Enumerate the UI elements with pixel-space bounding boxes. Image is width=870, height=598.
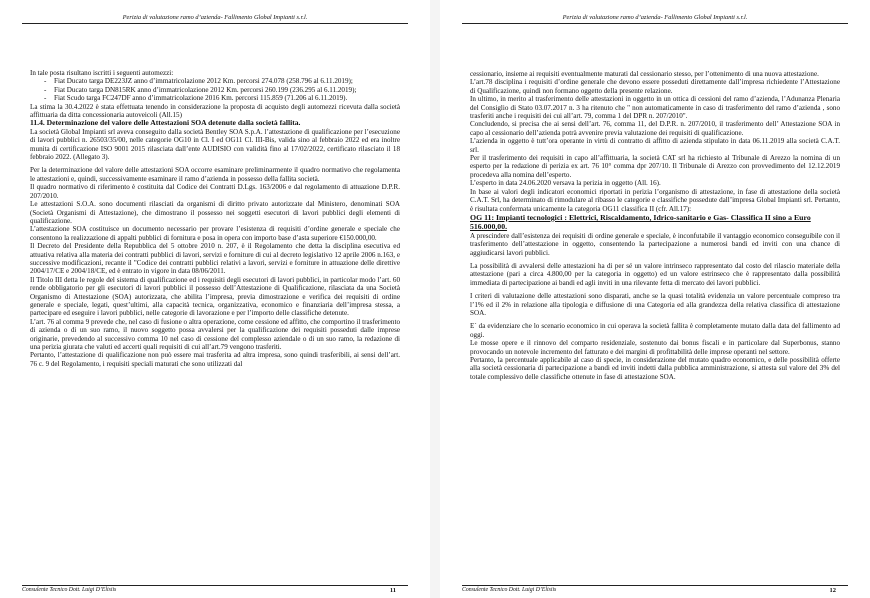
paragraph: Per il trasferimento dei requisiti in capo all’affittuaria, la società CAT srl ha richiesto al Tribunale di Arezzo la nomina di un esperto per la redazione di perizia ex art. 76 10° comma dpr 207/10. Il Tribunale di Arezzo con provvedimento del 12.12.2019 procedeva alla nomina dell’esperto. [470, 154, 840, 179]
paragraph: E` da evidenziare che lo scenario economico in cui operava la società fallita è completamente mutato dalla data del fallimento ad oggi. [470, 322, 840, 339]
page-footer [22, 585, 408, 593]
paragraph: L’art.78 disciplina i requisiti d’ordine generale che devono essere posseduti direttamente dall’impresa richiedente l’Attestazione di Qualificazione, quindi non formano oggetto della presente relazione. [470, 78, 840, 95]
paragraph: In base ai valori degli indicatori economici riportati in perizia l’organismo di attestazione, in fase di attestazione della società C.A.T. Srl, ha determinato di rimodulare al ribasso le categorie e classifiche possedute dall’impresa Global Impianti srl. Pertanto, è risultata confermata unicamente la categoria OG11 classifica II (cfr. All.17): [470, 187, 840, 213]
page-number: 12 [829, 587, 836, 594]
page-body [470, 70, 840, 582]
page-12 [440, 0, 870, 598]
estimate-paragraph: La stima la 30.4.2022 è stata effettuata tenendo in considerazione la proposta di acquisto degli automezzi ricevuta dalla società affittuaria da ditta concessionaria autoveicoli (All.15) [30, 102, 400, 120]
paragraph: Pertanto, l’attestazione di qualificazione non può essere mai trasferita ad altra impresa, sono quindi trasferibili, ai sensi dell’art. 76 c. 9 del Regolamento, i requisiti speciali maturati che sono utilizzati dal [30, 351, 400, 368]
page-gutter [430, 0, 440, 598]
page-number: 11 [389, 587, 396, 594]
paragraph: cessionario, insieme ai requisiti eventualmente maturati dal cessionario stesso, per l’ottenimento di una nuova attestazione. [470, 70, 819, 78]
vehicles-intro: In tale posta risultano iscritti i seguenti automezzi: [30, 69, 174, 77]
footer-author: Consulente Tecnico Dott. Luigi D’Elisiis [462, 587, 557, 593]
page-header: Perizia di valutazione ramo d’azienda- Fallimento Global Impianti s.r.l. [462, 14, 848, 24]
vehicle-item: - Fiat Ducato targa DN815RK anno d’immatricolazione 2012 Km. percorsi 260.199 (236.295 al 6.11.2019); [30, 86, 400, 94]
page-body [30, 69, 400, 581]
paragraph: Pertanto, la percentuale applicabile al caso di specie, in considerazione del mutato quadro economico, e delle possibilità offerte alla società cessionaria di partecipazione a bandi ed inviti indetti dalla pubblica amministrazione, si attesta sul valore del 3% del totale complessivo delle classifiche ottenute in fase di attestazione SOA. [470, 356, 840, 381]
paragraph: Le attestazioni S.O.A. sono documenti rilasciati da organismi di diritto privato autorizzate dal Ministero, denominati SOA (Società Organismi di Attestazione), che dimostrano il possesso nei soggetti esecutori di lavori pubblici degli elementi di qualificazione. [30, 200, 400, 225]
paragraph: L’azienda in oggetto è tutt’ora operante in virtù di contratto di affitto di azienda stipulato in data 06.11.2019 alla società C.A.T. srl. [470, 137, 840, 154]
paragraph: L’esperto in data 24.06.2020 versava la perizia in oggetto (All. 16). [470, 179, 661, 188]
paragraph: L’art. 76 al comma 9 prevede che, nel caso di fusione o altra operazione, come cessione ed affitto, che comportino il trasferimento di azienda o di un suo ramo, il nuovo soggetto possa avvalersi per la qualificazione dei requisiti posseduti dalle imprese originarie, prevedendo al successivo comma 10 nel caso di cessione del complesso aziendale o di un suo ramo, la redazione di una perizia giurata che valuti ed accerti quali requisiti di cui all’art.79 vengono trasferiti. [30, 317, 400, 351]
vehicle-item: - Fiat Scudo targa FC247DF anno d’immatricolazione 2016 Km. percorsi 115.859 (71.206 al 6.11.2019). [30, 94, 400, 102]
page-footer [462, 585, 848, 593]
paragraph: Il Decreto del Presidente della Repubblica del 5 ottobre 2010 n. 207, è il Regolamento che detta la disciplina esecutiva ed attuativa relativa alla materia dei contratti pubblici di lavori, servizi e forniture di cui al decreto legislativo 12 aprile 2006 n.163, e successive modificazioni, recante il "Codice dei contratti pubblici relativi a lavori, servizi e forniture in attuazione delle direttive 2004/17/CE e 2004/18/CE, ed è entrato in vigore in data 08/06/2011. [30, 242, 400, 276]
paragraph: A prescindere dall’esistenza dei requisiti di ordine generale e speciale, è inconfutabile il vantaggio economico conseguibile con il trasferimento dell’attestazione in oggetto, consentendo la partecipazione a numerosi bandi ed inviti con una chance di aggiudicarsi lavori pubblici. [470, 231, 840, 257]
paragraph: Le mosse opere e il rinnovo del comparto residenziale, sostenuto dai bonus fiscali e in particolare dal Superbonus, stanno provocando un notevole incremento del fatturato e dei margini di profittabilità delle imprese operanti nel settore. [470, 339, 840, 356]
paragraph: L’attestazione SOA costituisce un documento necessario per provare l’esistenza di requisiti d’ordine generale e speciale che consentono la realizzazione di appalti pubblici di fornitura e posa in opera con importo base d’asta superiore €150.000,00. [30, 225, 400, 242]
section-title: 11.4. Determinazione del valore delle Attestazioni SOA detenute dalla società fallita. [30, 118, 301, 128]
vehicle-list [30, 77, 400, 102]
paragraph: In ultimo, in merito al trasferimento delle attestazioni in oggetto in un ottica di cessioni del ramo d’azienda, l’Adunanza Plenaria del Consiglio di Stato 03.07.2017 n. 3 ha ritenuto che " non automaticamente in caso di trasferimento del ramo d’azienda , sono trasferiti anche i requisiti dei cui all’art. 79, comma 1 del DPR n. 207/2010". [470, 95, 840, 121]
page-header: Perizia di valutazione ramo d’azienda- Fallimento Global Impianti s.r.l. [22, 14, 408, 24]
paragraph: Il Titolo III detta le regole del sistema di qualificazione ed i requisiti degli esecutori di lavori pubblici, in particolar modo l’art. 60 rende obbligatorio per gli esecutori di lavori pubblici il possesso dell’Attestazione di Qualificazione, rilasciata da una Società Organismo di Attestazione (SOA) autorizzata, che abilita l’impresa, previa dimostrazione e verifica dei requisiti di ordine generale e speciale, legati, quest’ultimi, alla capacità tecnica, organizzativa, economico e finanziaria dell’impresa stessa, a partecipare ed eseguire i lavori pubblici, nelle categorie di lavorazione e per l’importo delle classifiche detenute. [30, 275, 400, 318]
paragraph: La società Global Impianti srl aveva conseguito dalla società Bentley SOA S.p.A. l’attestazione di qualificazione per l’esecuzione di lavori pubblici n. 26503/35/00, nelle categorie OG10 in Cl. I ed OG11 Cl. III-Bis, valida sino al febbraio 2022 ed era inoltre munita di certificazione ISO 9001 2015 rilasciata dall’ente AUDISIO con validità fino al 17/02/2022, certificato rilasciato il 18 febbraio 2022. (Allegato 3). [30, 127, 400, 162]
vehicle-item: - Fiat Ducato targa DE223JZ anno d’immatricolazione 2012 Km. percorsi 274.078 (258.796 al 6.11.2019); [30, 77, 400, 85]
paragraph: La possibilità di avvalersi delle attestazioni ha di per sé un valore intrinseco rappresentato dal costo del rilascio materiale della attestazione (pari a circa 4.800,00 per la categoria in oggetto) ed un valore estrinseco che è rappresentato dalla possibilità immediata di partecipazione ai bandi ed agli inviti in una rilevante fetta di mercato dei lavori pubblici. [470, 261, 840, 287]
paragraph: Concludendo, si precisa che ai sensi dell’art. 76, comma 11, del D.P.R. n. 207/2010, il trasferimento dell’ Attestazione SOA in capo al cessionario dell’azienda potrà avvenire previa valutazione dei requisiti di qualificazione. [470, 120, 840, 137]
category-title: OG 11: Impianti tecnologici : Elettrici, Riscaldamento, Idrico-sanitario e Gas- Classifica II sino a Euro 516.000,00. [470, 212, 811, 232]
paragraph: Il quadro normativo di riferimento è costituita dal Codice dei Contratti D.Lgs. 163/2006 e dal regolamento di attuazione D.P.R. 207/2010. [30, 183, 400, 200]
footer-author: Consulente Tecnico Dott. Luigi D’Elisiis [22, 587, 117, 593]
page-11 [0, 0, 430, 598]
paragraph: Per la determinazione del valore delle attestazioni SOA occorre esaminare preliminarmente il quadro normativo che regolamenta le attestazioni e, quindi, successivamente esaminare il ramo d’azienda in possesso della fallita società. [30, 166, 400, 183]
paragraph: I criteri di valutazione delle attestazioni sono disparati, anche se la quasi totalità evidenzia un valore percentuale compreso tra l’1% ed il 2% in relazione alla tipologia e diffusione di una Categoria ed alla grandezza della relativa classifica di attestazione SOA. [470, 292, 840, 317]
